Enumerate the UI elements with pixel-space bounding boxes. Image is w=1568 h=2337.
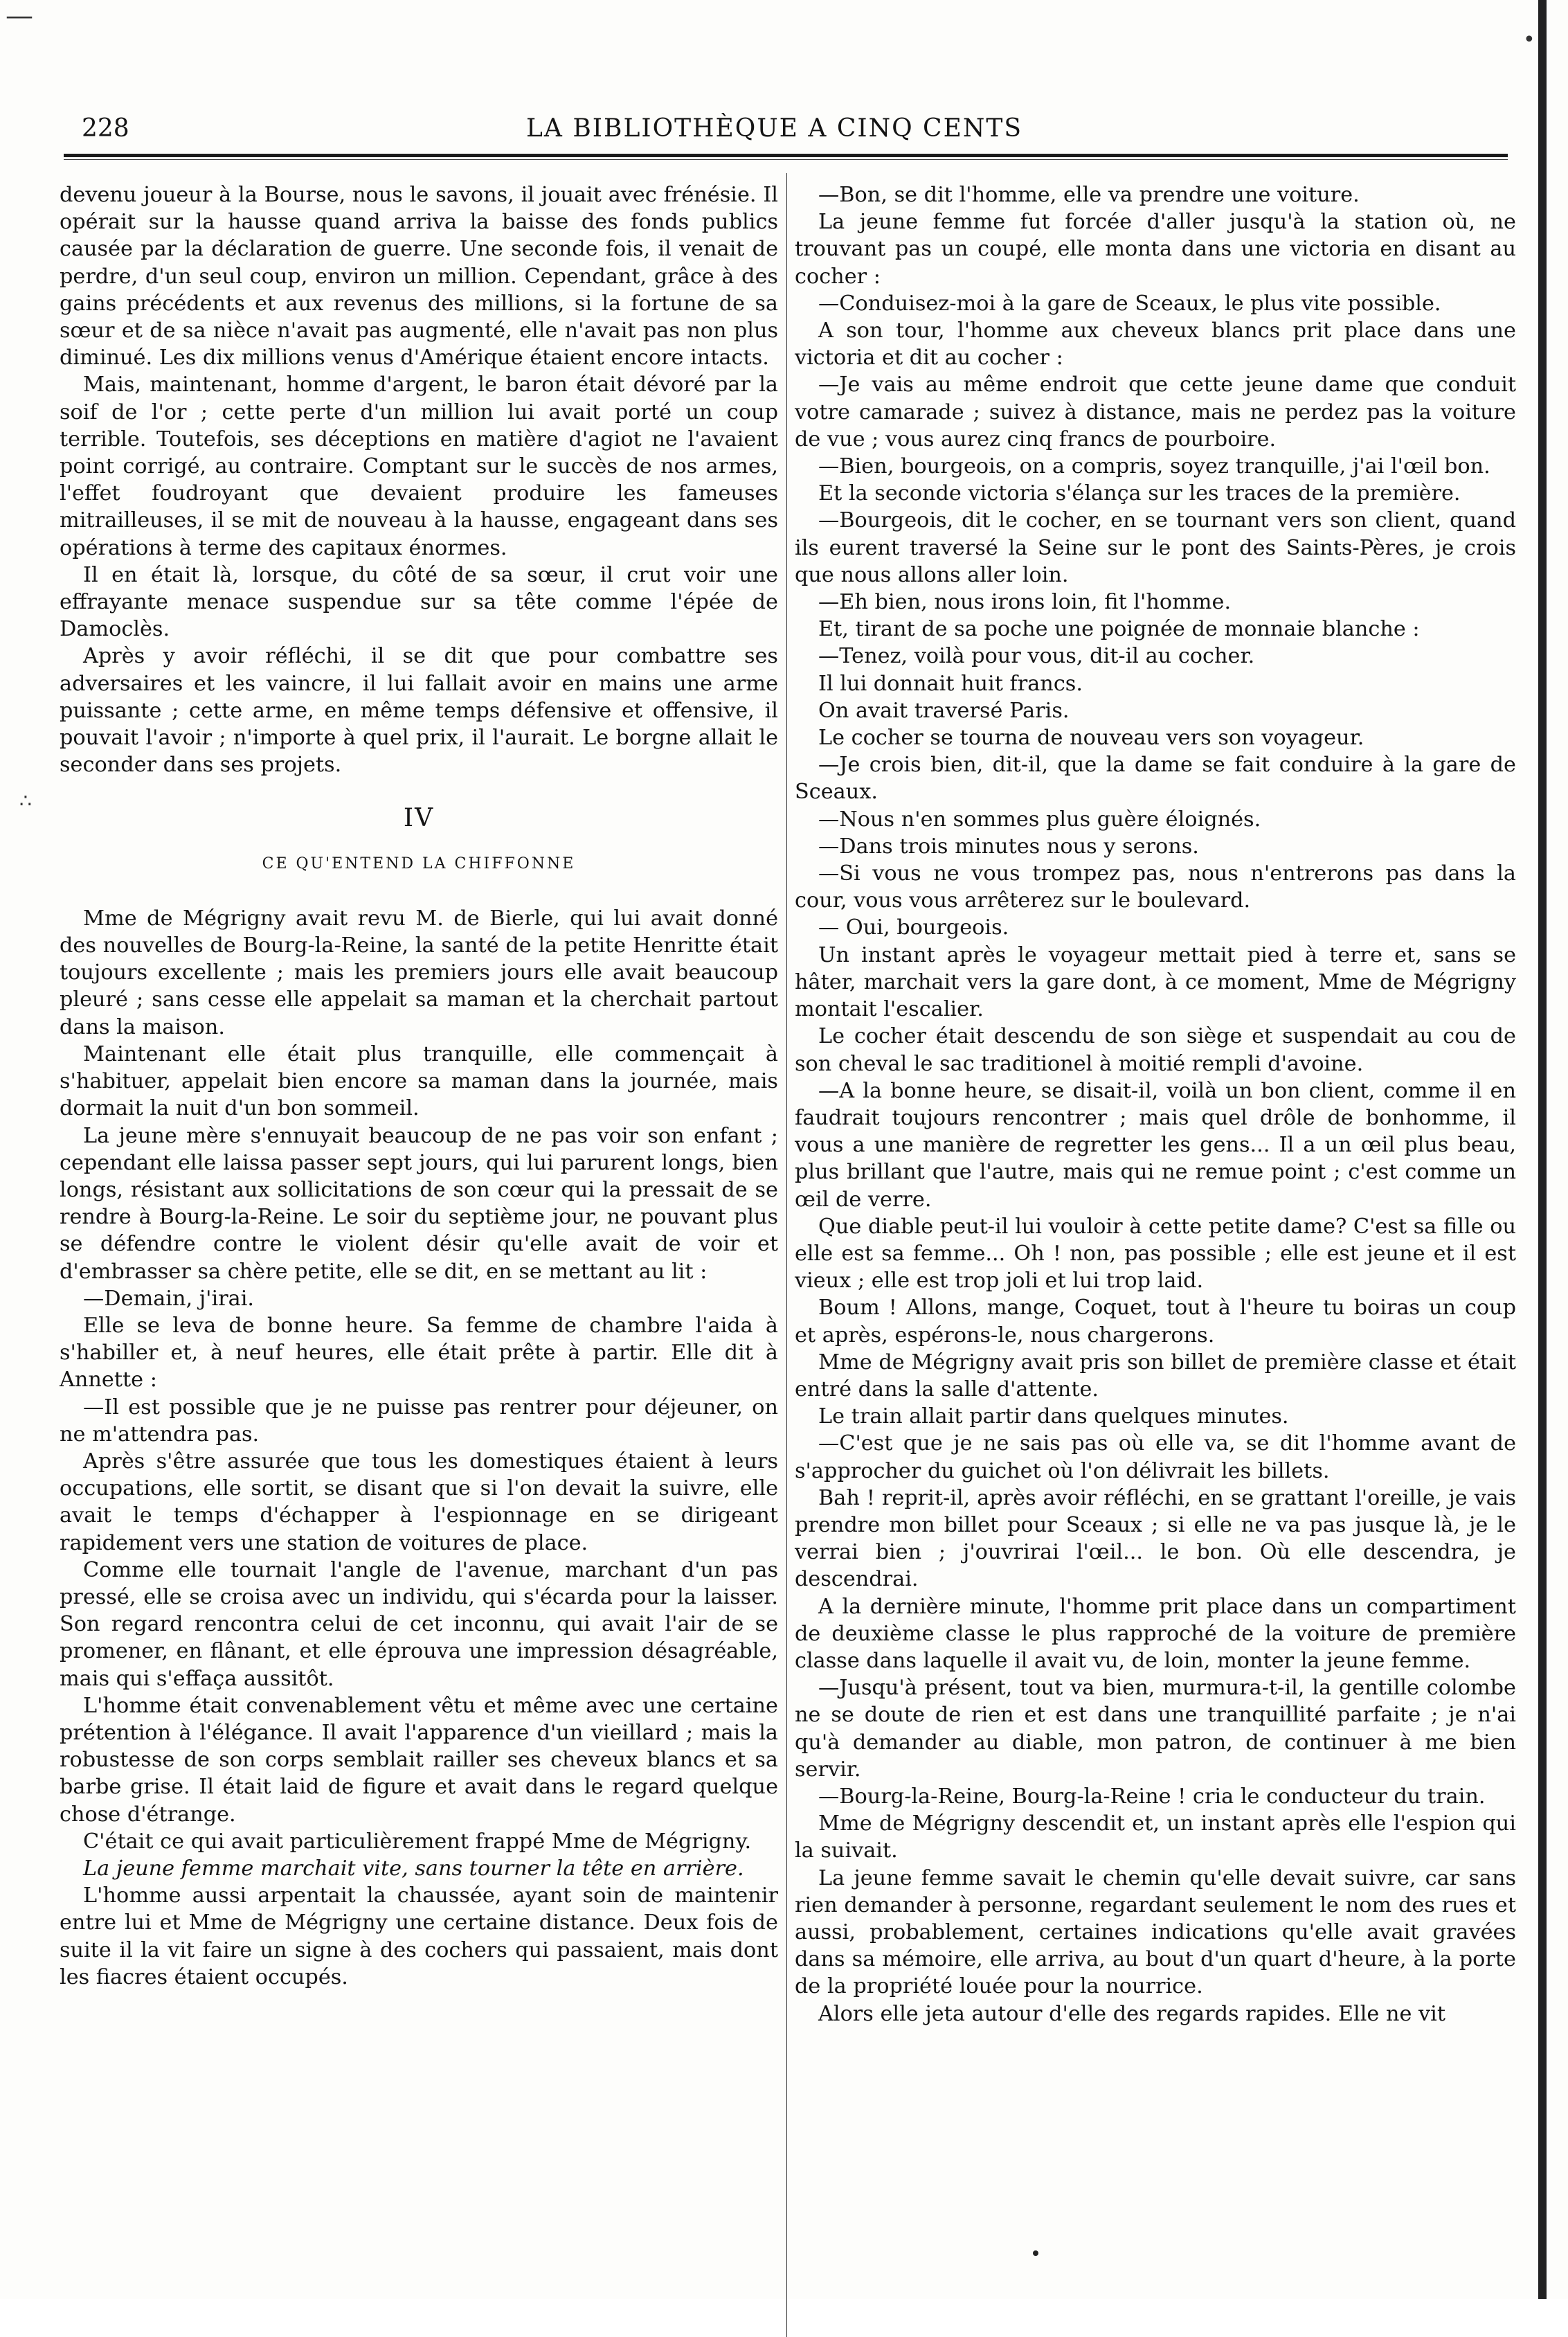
paragraph: Alors elle jeta autour d'elle des regards rapides. Elle ne vit [818, 2001, 1446, 2026]
paragraph: —Conduisez-moi à la gare de Sceaux, le plus vite possible. [818, 291, 1441, 316]
paragraph: Maintenant elle était plus tranquille, elle commençait à s'habituer, appelait bien encore sa maman dans la journée, mais dormait la nuit d'un bon sommeil. [60, 1041, 778, 1121]
paragraph: —Je crois bien, dit-il, que la dame se fait conduire à la gare de Sceaux. [795, 753, 1516, 805]
paragraph: —A la bonne heure, se disait-il, voilà un bon client, comme il en faudrait toujours rencontrer ; mais quel drôle de bonhomme, il vous a une manière de regretter les gens... Il a un œil plus beau, plus brillant que l'autre, mais qui ne remue point ; c'est comme un œil de verre. [795, 1078, 1516, 1212]
left-column [60, 181, 778, 1991]
page-edge-shadow [1538, 0, 1547, 2299]
paragraph: —Si vous ne vous trompez pas, nous n'entrerons pas dans la cour, vous vous arrêterez sur le boulevard. [795, 861, 1516, 913]
paragraph: Après s'être assurée que tous les domestiques étaient à leurs occupations, elle sortit, se disant que si l'on devait la suivre, elle avait le temps d'échapper à l'espionnage en se dirigeant rapidement vers une station de voitures de place. [60, 1449, 778, 1555]
paragraph: Et la seconde victoria s'élança sur les traces de la première. [818, 481, 1461, 506]
paragraph: Et, tirant de sa poche une poignée de monnaie blanche : [818, 617, 1420, 642]
paragraph: Le train allait partir dans quelques minutes. [818, 1404, 1289, 1429]
column-divider [786, 173, 787, 2337]
paragraph: —Je vais au même endroit que cette jeune dame que conduit votre camarade ; suivez à distance, mais ne perdez pas la voiture de vue ; vous aurez cinq francs de pourboire. [795, 373, 1516, 451]
header-rule-thin [64, 159, 1508, 160]
paragraph: Il en était là, lorsque, du côté de sa sœur, il crut voir une effrayante menace suspendue sur sa tête comme l'épée de Damoclès. [60, 562, 778, 642]
paragraph: —C'est que je ne sais pas où elle va, se dit l'homme avant de s'approcher du guichet où l'on délivrait les billets. [795, 1431, 1516, 1483]
paragraph: —Bourg-la-Reine, Bourg-la-Reine ! cria le conducteur du train. [818, 1784, 1486, 1809]
paragraph: Mme de Mégrigny avait revu M. de Bierle, qui lui avait donné des nouvelles de Bourg-la-Reine, la santé de la petite Henritte était toujours excellente ; mais les premiers jours elle avait beaucoup pleuré ; sans cesse elle appelait sa maman et la cherchait partout dans la maison. [60, 906, 778, 1039]
paragraph: On avait traversé Paris. [818, 698, 1070, 723]
paragraph: La jeune femme savait le chemin qu'elle devait suivre, car sans rien demander à personne, regardant seulement le nom des rues et aussi, probablement, certaines indications qu'elle avait gravées dans sa mémoire, elle arriva, au bout d'un quart d'heure, à la porte de la propriété louée pour la nourrice. [795, 1865, 1516, 1999]
paragraph: —Bien, bourgeois, on a compris, soyez tranquille, j'ai l'œil bon. [818, 454, 1490, 479]
paragraph: La jeune femme marchait vite, sans tourner la tête en arrière. [83, 1856, 744, 1881]
paragraph: Mme de Mégrigny descendit et, un instant après elle l'espion qui la suivait. [795, 1811, 1516, 1863]
paragraph: L'homme était convenablement vêtu et même avec une certaine prétention à l'élégance. Il avait l'apparence d'un vieillard ; mais la robustesse de son corps semblait railler ses cheveux blancs et sa barbe grise. Il était laid de figure et avait dans le regard quelque chose d'étrange. [60, 1693, 778, 1827]
paragraph: A son tour, l'homme aux cheveux blancs prit place dans une victoria et dit au cocher : [795, 319, 1516, 370]
paragraph: L'homme aussi arpentait la chaussée, ayant soin de maintenir entre lui et Mme de Mégrigny une certaine distance. Deux fois de suite il la vit faire un signe à des cochers qui passaient, mais dont les fiacres étaient occupés. [60, 1883, 778, 1989]
paragraph: Bah ! reprit-il, après avoir réfléchi, en se grattant l'oreille, je vais prendre mon billet pour Sceaux ; si elle ne va pas jusque là, je le verrai bien ; j'ouvrirai l'œil... le bon. Où elle descendra, je descendrai. [795, 1485, 1516, 1592]
right-column [795, 181, 1516, 2027]
paragraph: C'était ce qui avait particulièrement frappé Mme de Mégrigny. [83, 1829, 752, 1854]
paragraph: Que diable peut-il lui vouloir à cette petite dame? C'est sa fille ou elle est sa femme... Oh ! non, pas possible ; elle est jeune et il est vieux ; elle est trop joli et lui trop laid. [795, 1214, 1516, 1293]
margin-mark-top-right: • [1523, 28, 1535, 52]
paragraph: Après y avoir réfléchi, il se dit que pour combattre ses adversaires et les vaincre, il lui fallait avoir en mains une arme puissante ; cette arme, en même temps défensive et offensive, il pouvait l'avoir ; n'importe à quel prix, il l'aurait. Le borgne allait le seconder dans ses projets. [60, 644, 778, 778]
paragraph: —Bourgeois, dit le cocher, en se tournant vers son client, quand ils eurent traversé la Seine sur le pont des Saints-Pères, je crois que nous allons aller loin. [795, 508, 1516, 587]
page-number: 228 [82, 114, 129, 143]
paragraph: devenu joueur à la Bourse, nous le savons, il jouait avec frénésie. Il opérait sur la hausse quand arriva la baisse des fonds publics causée par la déclaration de guerre. Une seconde fois, il venait de perdre, d'un seul coup, environ un million. Cependant, grâce à des gains précédents et aux revenus des millions, si la fortune de sa sœur et de sa nièce n'avait pas augmenté, elle n'avait pas non plus diminué. Les dix millions venus d'Amérique étaient encore intacts. [60, 183, 778, 370]
ink-dot [1033, 2250, 1038, 2256]
chapter-title: CE QU'ENTEND LA CHIFFONNE [262, 854, 576, 872]
paragraph: — Oui, bourgeois. [818, 915, 1009, 940]
paragraph: Il lui donnait huit francs. [818, 671, 1083, 696]
paragraph: Un instant après le voyageur mettait pied à terre et, sans se hâter, marchait vers la gare dont, à ce moment, Mme de Mégrigny montait l'escalier. [795, 942, 1516, 1022]
paragraph: La jeune femme fut forcée d'aller jusqu'à la station où, ne trouvant pas un coupé, elle monta dans une victoria en disant au cocher : [795, 210, 1516, 289]
paragraph: —Il est possible que je ne puisse pas rentrer pour déjeuner, on ne m'attendra pas. [60, 1395, 778, 1447]
paragraph: Boum ! Allons, mange, Coquet, tout à l'heure tu boiras un coup et après, espérons-le, nous chargerons. [795, 1296, 1516, 1347]
paragraph: —Dans trois minutes nous y serons. [818, 834, 1199, 859]
running-title: LA BIBLIOTHÈQUE A CINQ CENTS [526, 114, 1023, 143]
margin-mark-left: ∴ [19, 789, 32, 812]
paragraph: —Nous n'en sommes plus guère éloignés. [818, 807, 1261, 832]
margin-mark-top-left: — [6, 0, 33, 32]
paragraph: —Jusqu'à présent, tout va bien, murmura-t-il, la gentille colombe ne se doute de rien et est dans une tranquillité parfaite ; je n'ai qu'à demander au diable, mon patron, de continuer à me bien servir. [795, 1676, 1516, 1782]
header-rule [64, 154, 1508, 157]
paragraph: Mais, maintenant, homme d'argent, le baron était dévoré par la soif de l'or ; cette perte d'un million lui avait porté un coup terrible. Toutefois, ses déceptions en matière d'agiot ne l'avaient point corrigé, au contraire. Comptant sur le succès de nos armes, l'effet foudroyant que devaient produire les fameuses mitrailleuses, il se mit de nouveau à la hausse, engageant dans ses opérations à terme des capitaux énormes. [60, 373, 778, 560]
paragraph: Mme de Mégrigny avait pris son billet de première classe et était entré dans la salle d'attente. [795, 1350, 1516, 1402]
paragraph: Comme elle tournait l'angle de l'avenue, marchant d'un pas pressé, elle se croisa avec un individu, qui s'écarda pour la laisser. Son regard rencontra celui de cet inconnu, qui avait l'air de se promener, en flânant, et elle éprouva une impression désagréable, mais qui s'effaça aussitôt. [60, 1557, 778, 1691]
paragraph: Le cocher était descendu de son siège et suspendait au cou de son cheval le sac traditionel à moitié rempli d'avoine. [795, 1024, 1516, 1076]
paragraph: —Eh bien, nous irons loin, fit l'homme. [818, 590, 1232, 615]
chapter-number: IV [403, 804, 435, 833]
paragraph: —Bon, se dit l'homme, elle va prendre une voiture. [818, 183, 1360, 207]
paragraph: —Tenez, voilà pour vous, dit-il au cocher. [818, 644, 1255, 669]
paragraph: Le cocher se tourna de nouveau vers son voyageur. [818, 726, 1364, 751]
paragraph: —Demain, j'irai. [83, 1286, 255, 1311]
paragraph: La jeune mère s'ennuyait beaucoup de ne pas voir son enfant ; cependant elle laissa passer sept jours, qui lui parurent longs, bien longs, résistant aux sollicitations de son cœur qui la pressait de se rendre à Bourg-la-Reine. Le soir du septième jour, ne pouvant plus se défendre contre le violent désir qu'elle avait de voir et d'embrasser sa chère petite, elle se dit, en se mettant au lit : [60, 1123, 778, 1284]
paragraph: Elle se leva de bonne heure. Sa femme de chambre l'aida à s'habiller et, à neuf heures, elle était prête à partir. Elle dit à Annette : [60, 1313, 778, 1393]
paragraph: A la dernière minute, l'homme prit place dans un compartiment de deuxième classe le plus rapproché de la voiture de première classe dans laquelle il avait vu, de loin, monter la jeune femme. [795, 1594, 1516, 1673]
